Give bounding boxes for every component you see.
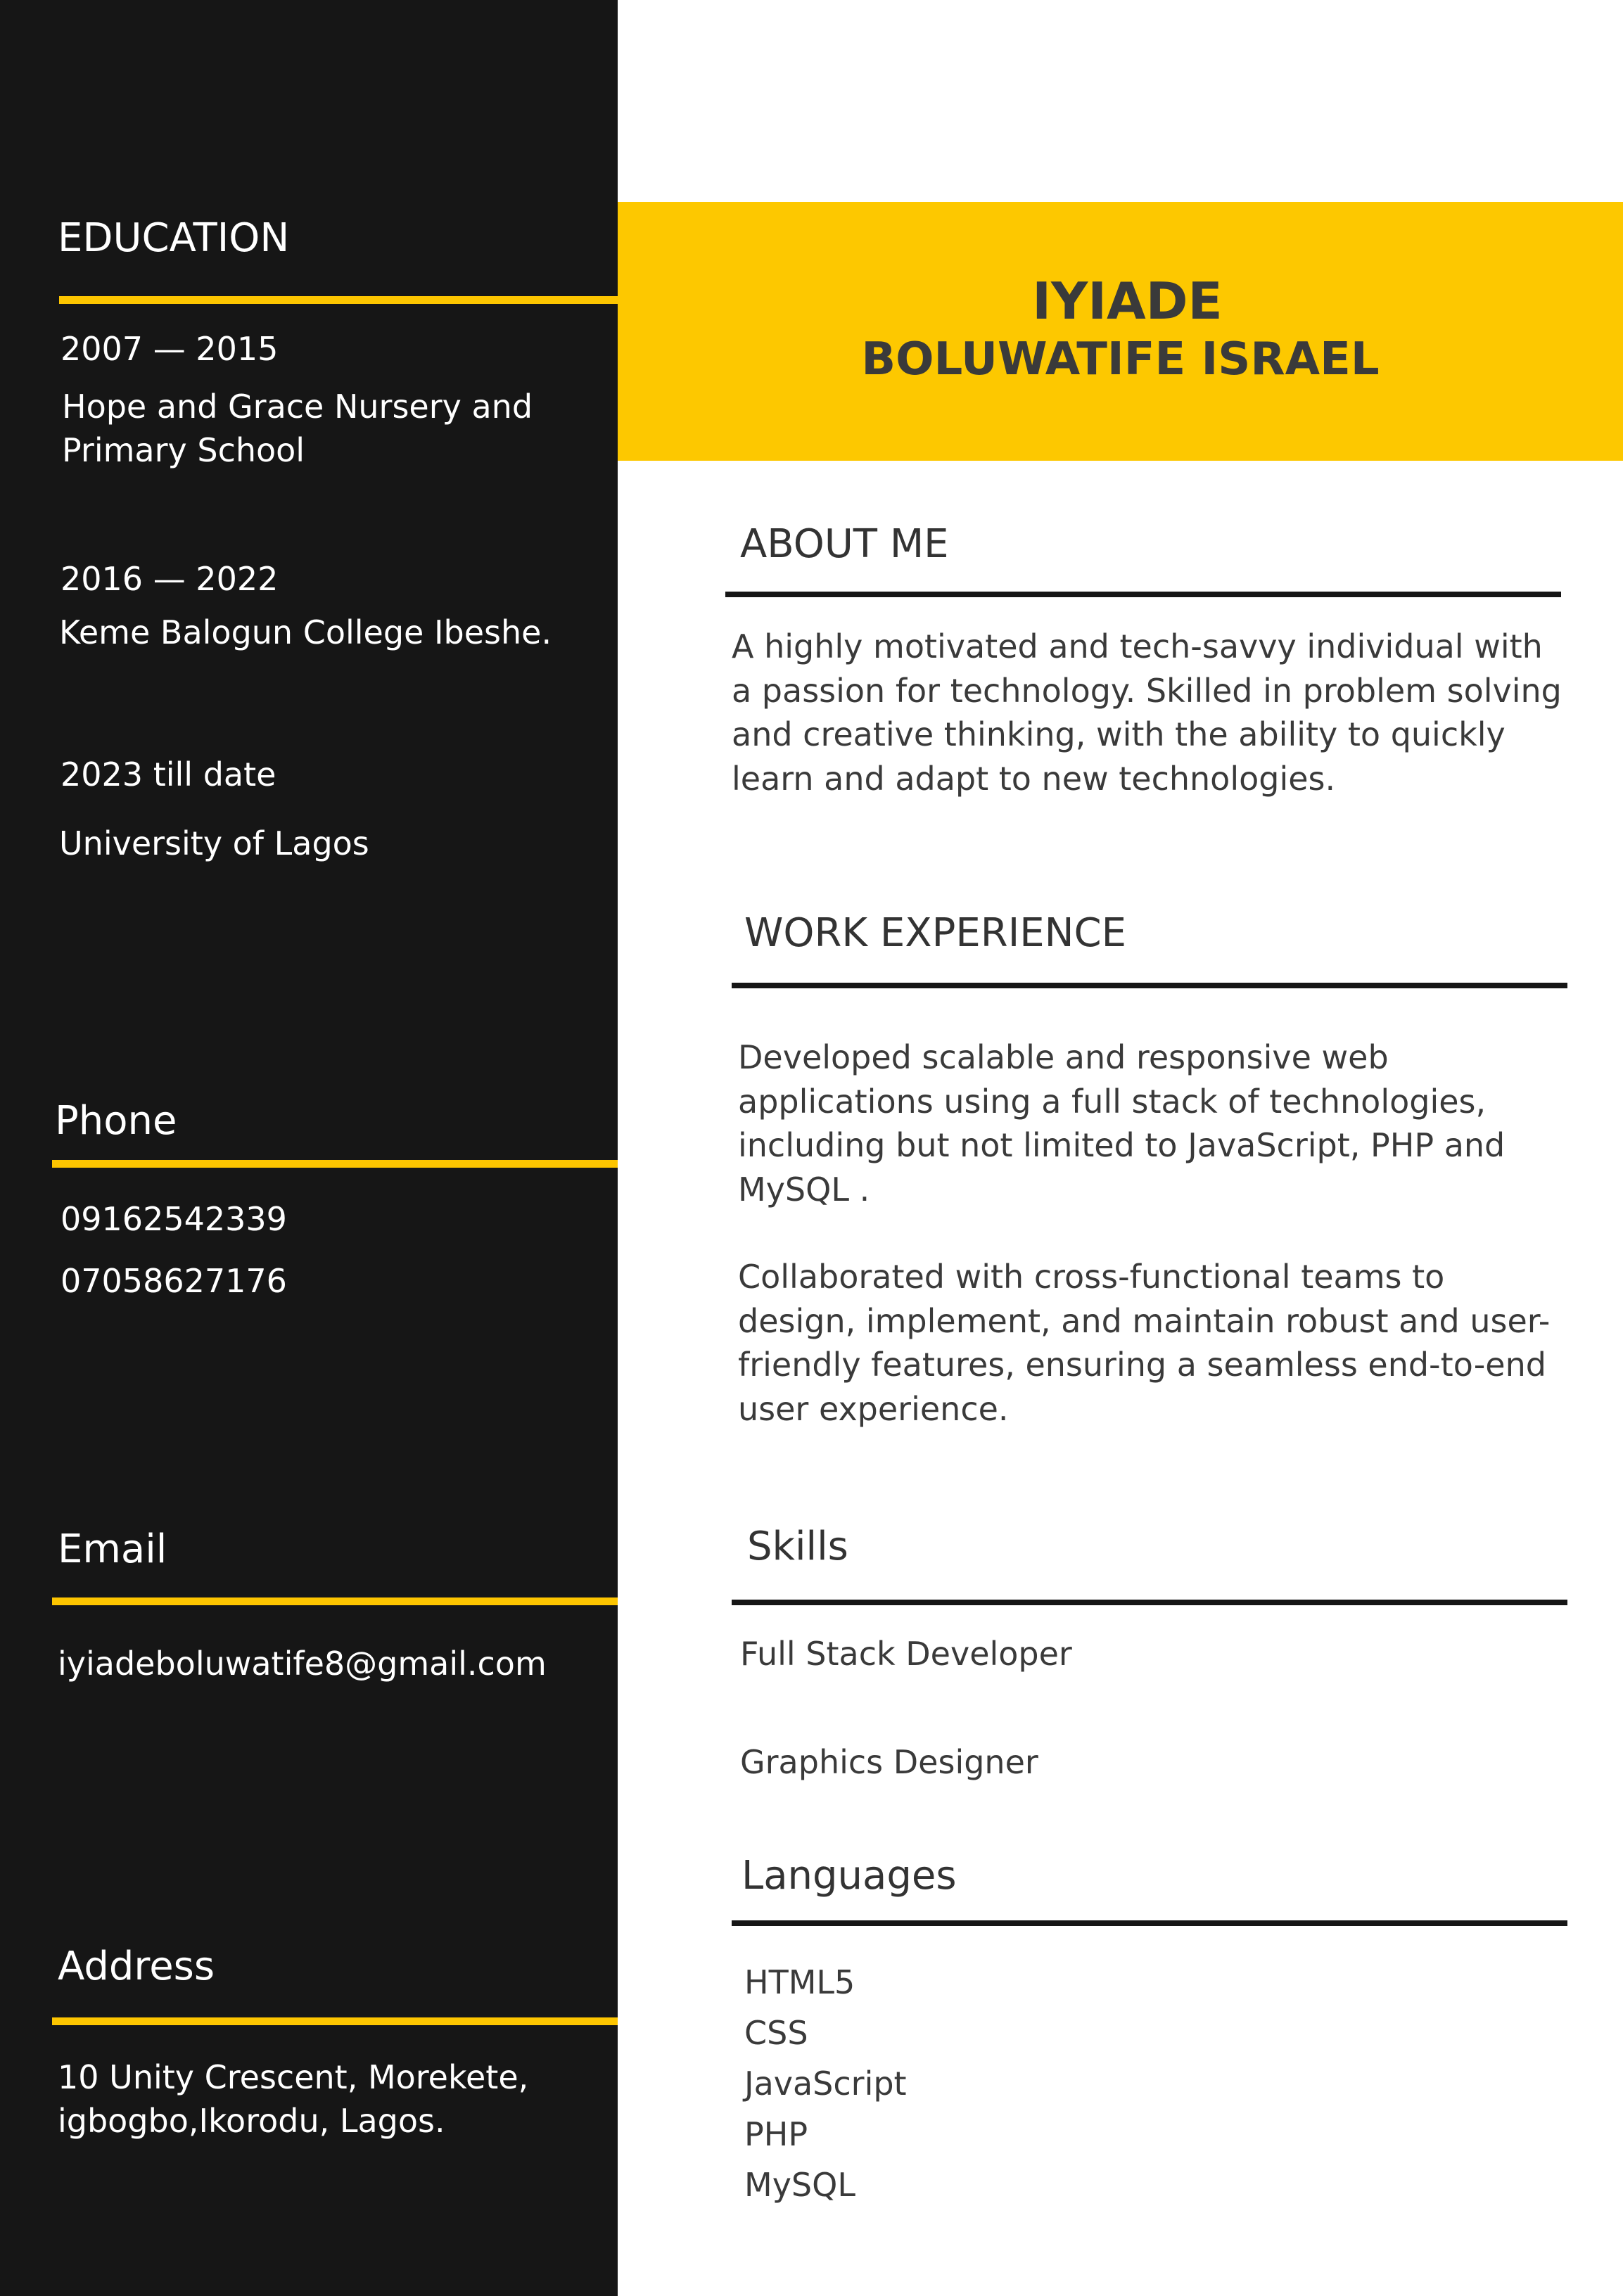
skill-item-2: Graphics Designer: [740, 1743, 1038, 1781]
about-text: A highly motivated and tech-savvy individual with a passion for technology. Skilled in problem solving and creative thinking, with the ability to quickly learn and adapt to new technologies.: [732, 627, 1562, 798]
language-item: PHP: [744, 2115, 808, 2153]
languages-list: [744, 1957, 907, 2210]
education-heading: EDUCATION: [58, 215, 290, 261]
phone-divider: [52, 1160, 618, 1168]
address-divider: [52, 2017, 618, 2025]
email-heading: Email: [58, 1526, 167, 1572]
email-divider: [52, 1597, 618, 1605]
address-line-1: 10 Unity Crescent, Morekete,: [58, 2058, 529, 2096]
education-years-2: 2016 — 2022: [61, 560, 279, 598]
education-years-3: 2023 till date: [61, 755, 276, 793]
languages-divider: [732, 1920, 1567, 1926]
phone-number-2: 07058627176: [61, 1262, 287, 1300]
education-divider: [59, 296, 618, 304]
language-item: MySQL: [744, 2166, 855, 2204]
languages-heading: Languages: [742, 1853, 957, 1899]
about-heading: ABOUT ME: [740, 521, 949, 567]
education-school-1-line2: Primary School: [62, 431, 305, 469]
about-divider: [725, 592, 1561, 597]
work-divider: [732, 983, 1567, 988]
education-school-3: University of Lagos: [59, 824, 369, 862]
skill-item-1: Full Stack Developer: [740, 1635, 1072, 1673]
education-years-1: 2007 — 2015: [61, 330, 279, 368]
email-address: iyiadeboluwatife8@gmail.com: [58, 1645, 547, 1683]
work-heading: WORK EXPERIENCE: [744, 910, 1126, 956]
work-paragraph-1: Developed scalable and responsive web applications using a full stack of technologies, including but not limited to JavaScript, PHP and MySQL .: [738, 1038, 1506, 1208]
name-rest: BOLUWATIFE ISRAEL: [861, 333, 1380, 385]
language-item: HTML5: [744, 1963, 855, 2001]
address-line-2: igbogbo,Ikorodu, Lagos.: [58, 2102, 445, 2140]
skills-divider: [732, 1600, 1567, 1605]
work-paragraph-2: Collaborated with cross-functional teams to design, implement, and maintain robust and user-friendly features, ensuring a seamless end-to-end user experience.: [738, 1258, 1551, 1428]
phone-number-1: 09162542339: [61, 1200, 287, 1238]
education-school-2: Keme Balogun College Ibeshe.: [59, 613, 552, 651]
skills-heading: Skills: [747, 1524, 848, 1569]
language-item: CSS: [744, 2014, 808, 2052]
name-first: IYIADE: [1032, 272, 1223, 331]
name-banner: [618, 202, 1623, 461]
phone-heading: Phone: [55, 1098, 177, 1144]
address-heading: Address: [58, 1944, 215, 1989]
education-school-1-line1: Hope and Grace Nursery and: [62, 388, 533, 426]
language-item: JavaScript: [744, 2065, 907, 2103]
